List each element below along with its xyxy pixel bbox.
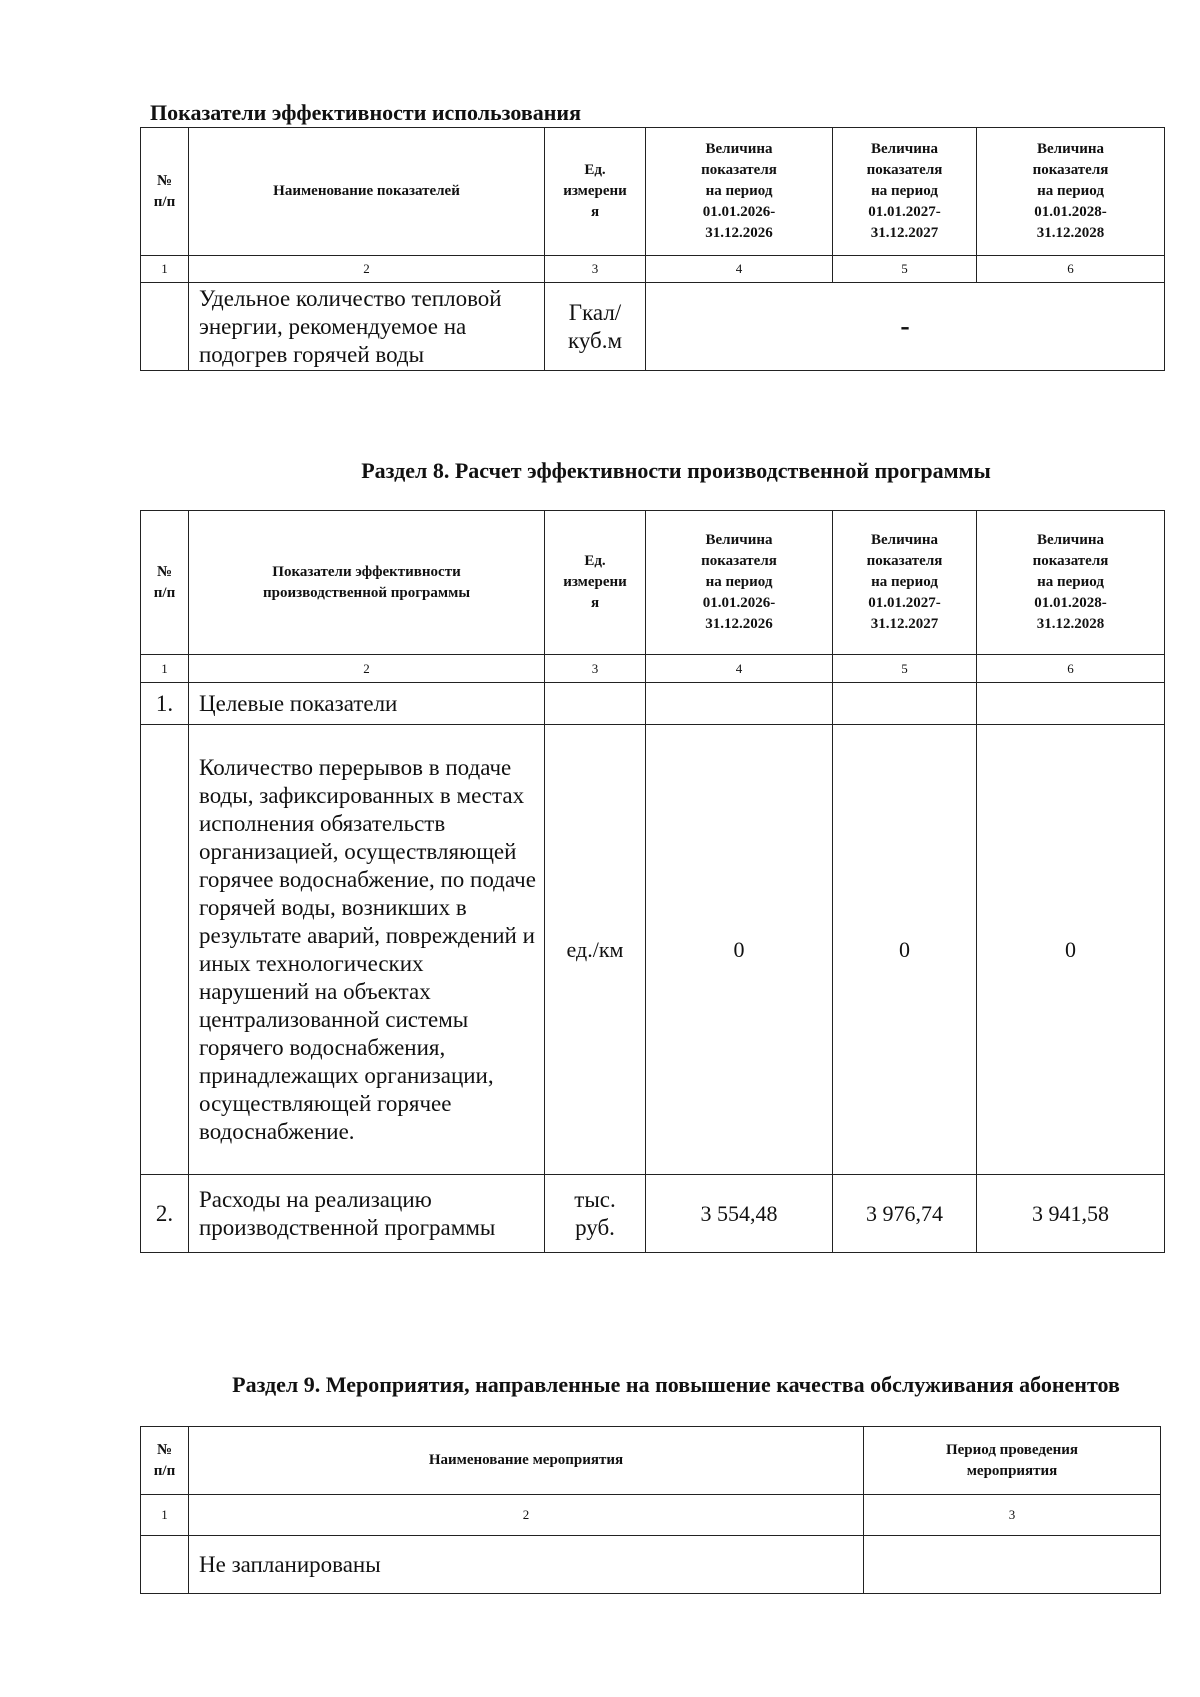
col-number: 6 [977, 256, 1165, 283]
row-num: 2. [141, 1175, 189, 1253]
col-number: 3 [545, 655, 646, 683]
section-8-title: Раздел 8. Расчет эффективности производственной программы [361, 458, 991, 483]
row-unit: тыс. руб. [545, 1175, 646, 1253]
col-header-2026: Величина показателя на период 01.01.2026- 31.12.2026 [646, 511, 833, 655]
table-row [141, 1175, 1165, 1253]
row-num: 1. [141, 683, 189, 725]
row-value-2026: 3 554,48 [646, 1175, 833, 1253]
row-value-2028 [977, 683, 1165, 725]
row-name: Удельное количество тепловой энергии, рекомендуемое на подогрев горячей воды [189, 283, 545, 371]
table-header-row [141, 511, 1165, 655]
row-name: Не запланированы [189, 1536, 864, 1594]
column-number-row [141, 655, 1165, 683]
row-value-2028: 0 [977, 725, 1165, 1175]
col-header-name: Наименование показателей [189, 128, 545, 256]
col-number: 4 [646, 655, 833, 683]
col-header-unit: Ед. измерени я [545, 511, 646, 655]
table-header-row [141, 128, 1165, 256]
col-number: 2 [189, 655, 545, 683]
col-header-num: № п/п [141, 1427, 189, 1495]
table-row [141, 725, 1165, 1175]
column-number-row [141, 256, 1165, 283]
table-row [141, 283, 1165, 371]
col-number: 1 [141, 256, 189, 283]
row-num [141, 283, 189, 371]
col-header-2026: Величина показателя на период 01.01.2026- 31.12.2026 [646, 128, 833, 256]
col-header-num: № п/п [141, 511, 189, 655]
usage-efficiency-title: Показатели эффективности использования [150, 100, 581, 125]
row-num [141, 725, 189, 1175]
col-header-unit: Ед. измерени я [545, 128, 646, 256]
col-header-2028: Величина показателя на период 01.01.2028- 31.12.2028 [977, 128, 1165, 256]
col-number: 1 [141, 655, 189, 683]
row-name: Целевые показатели [189, 683, 545, 725]
row-unit: ед./км [545, 725, 646, 1175]
table-row [141, 1536, 1161, 1594]
col-header-2028: Величина показателя на период 01.01.2028- 31.12.2028 [977, 511, 1165, 655]
row-name: Количество перерывов в подаче воды, зафиксированных в местах исполнения обязательств организацией, осуществляющей горячее водоснабжение, по подаче горячей воды, возникших в результате аварий, повреждений и иных технологических нарушений на объектах централизованной системы горячего водоснабжения, принадлежащих организации, осуществляющей горячее водоснабжение. [189, 725, 545, 1175]
service-measures-table [140, 1426, 1161, 1594]
col-number: 4 [646, 256, 833, 283]
row-value-2026 [646, 683, 833, 725]
row-period [864, 1536, 1161, 1594]
usage-efficiency-table [140, 127, 1165, 371]
col-number: 5 [833, 256, 977, 283]
row-unit [545, 683, 646, 725]
row-value-2026: 0 [646, 725, 833, 1175]
column-number-row [141, 1495, 1161, 1536]
col-header-num: № п/п [141, 128, 189, 256]
col-number: 6 [977, 655, 1165, 683]
col-number: 2 [189, 256, 545, 283]
row-value-merged: - [646, 283, 1165, 371]
col-header-2027: Величина показателя на период 01.01.2027- 31.12.2027 [833, 511, 977, 655]
row-value-2027: 0 [833, 725, 977, 1175]
row-unit: Гкал/ куб.м [545, 283, 646, 371]
table-header-row [141, 1427, 1161, 1495]
col-number: 1 [141, 1495, 189, 1536]
row-value-2028: 3 941,58 [977, 1175, 1165, 1253]
col-number: 2 [189, 1495, 864, 1536]
program-efficiency-table [140, 510, 1165, 1253]
section-9-title: Раздел 9. Мероприятия, направленные на повышение качества обслуживания абонентов [232, 1372, 1120, 1397]
col-header-2027: Величина показателя на период 01.01.2027- 31.12.2027 [833, 128, 977, 256]
col-header-period: Период проведения мероприятия [864, 1427, 1161, 1495]
row-num [141, 1536, 189, 1594]
col-header-name: Показатели эффективности производственной программы [189, 511, 545, 655]
col-number: 3 [864, 1495, 1161, 1536]
row-name: Расходы на реализацию производственной программы [189, 1175, 545, 1253]
row-value-2027: 3 976,74 [833, 1175, 977, 1253]
row-value-2027 [833, 683, 977, 725]
col-header-name: Наименование мероприятия [189, 1427, 864, 1495]
col-number: 3 [545, 256, 646, 283]
col-number: 5 [833, 655, 977, 683]
table-row [141, 683, 1165, 725]
